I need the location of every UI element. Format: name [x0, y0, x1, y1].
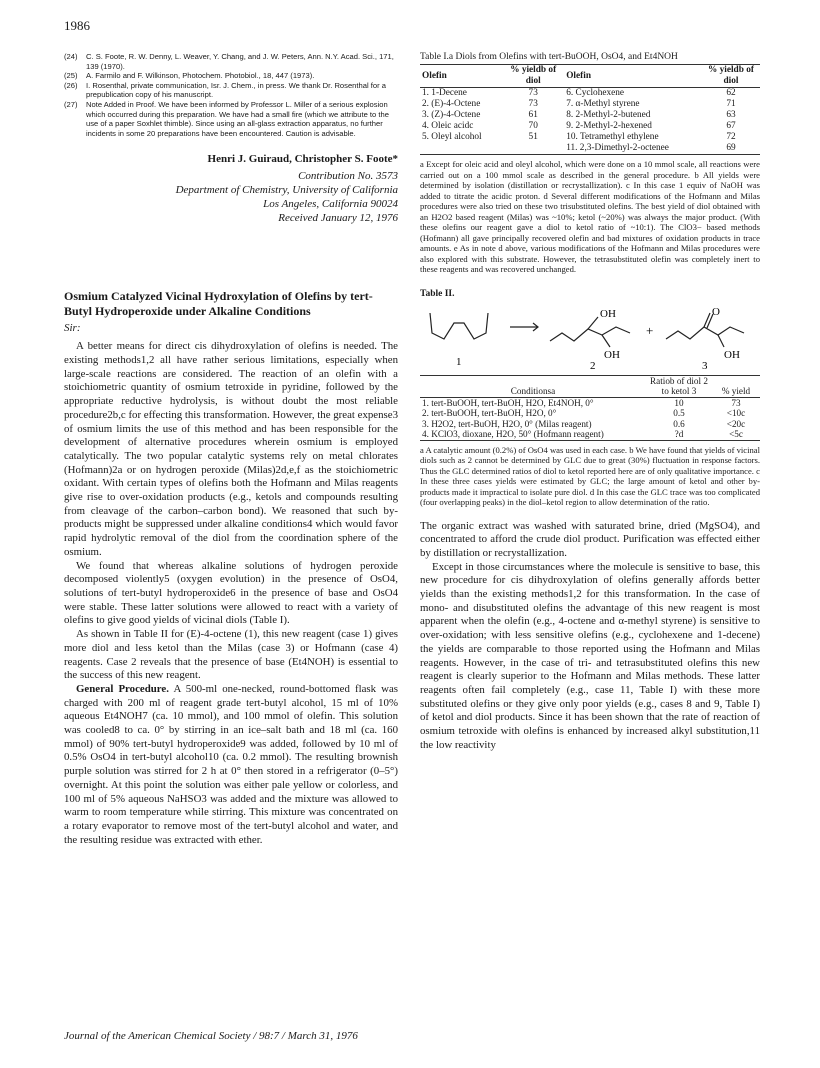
- reference-item: (24) C. S. Foote, R. W. Denny, L. Weaver, Y. Chang, and J. W. Peters, Ann. N.Y. Acad. Sci., 171, 139 (1970).: [64, 52, 394, 71]
- table-row: 1. tert-BuOOH, tert-BuOH, H2O, Et4NOH, 0° 10 73: [422, 397, 741, 408]
- compound-label: 2: [590, 359, 596, 371]
- table-row: 1. 1-Decene 73 6. Cyclohexene 62: [422, 88, 736, 98]
- table-header: Conditionsa: [510, 386, 556, 396]
- reaction-scheme-drawing: [420, 303, 760, 371]
- table1-footnote: a Except for oleic acid and oleyl alcohol, which were done on a 10 mmol scale, all reactions were carried out on a 100 mmol scale as described in the general procedure. b All yields were determined by isolation (distillation or recrystallization). c In this case 1 equiv of NaOH was added to titrate the acidic proton. d Several different modifications of the Hofmann and Milas procedures were also tried on these two trisubstituted olefins. The best yield of diol obtained with an H2O2 based reagent (Milas) was ~10%; ketol (~20%) was always the major product. (With these olefins our reagent gave a diol to ketol ratio of ~10:1). The ClO3− based methods (Hofmann) all gave principally recovered olefin and bad mixtures of oxidation products in trace amounts. e As in note d above, various modifications of the Hofmann and Milas procedures were also explored with this substrate. However, the tetrasubstituted olefin was completely inert to these reagents and was recovered unchanged.: [420, 159, 760, 274]
- run-in-heading: General Procedure.: [76, 682, 169, 695]
- table-header: Ratiob of diol 2 to ketol 3: [650, 375, 708, 396]
- paragraph: Except in those circumstances where the molecule is sensitive to base, this new procedure for cis dihydroxylation of olefins generally affords better yields than the existing methods1,2 for this transformation. In the case of mono- and disubstituted olefins the advantage of this new reagent is most apparent when the olefin (e.g., 4-octene and α-methyl styrene) is sensitive to over-oxidation; with less sensitive olefins (e.g., cyclohexene and 1-decene) the yields are comparable to those reported using the Hofmann and Milas reagents. However, in the case of tri- and tetrasubstituted olefins this new reagent is clearly superior to the Hofmann and Milas methods. These latter reagents often fail completely (e.g., case 11, Table I) with these more substituted olefins or they give only poor yields (e.g., cases 8 and 9, Table I) of ketol and diol products. Since it has been shown that the rate of reaction of osmium tetroxide with olefins is enhanced by increased alkyl substitution,11 the low reactivity: [420, 560, 760, 751]
- ketone-o-label: O: [712, 305, 720, 318]
- table2-title: Table II.: [420, 288, 455, 299]
- oh-label: OH: [600, 307, 616, 320]
- reference-item: (25) A. Farmilo and F. Wilkinson, Photochem. Photobiol., 18, 447 (1973).: [64, 71, 315, 81]
- right-body-text: [420, 520, 760, 753]
- paragraph: The organic extract was washed with saturated brine, dried (MgSO4), and concentrated to afford the crude diol product. Purification was effected either by distillation or recrystallization.: [420, 519, 760, 559]
- page-number: 1986: [64, 18, 90, 33]
- paragraph: General Procedure. A 500-ml one-necked, round-bottomed flask was charged with 200 ml of reagent grade tert-butyl alcohol, 15 ml of 10% aqueous Et4NOH7 (ca. 10 mmol), and 100 mmol of olefin. This solution was cooled8 to ca. 0° by stirring in an ice–salt bath and 18 ml (ca. 160 mmol) of 90% tert-butyl hydroperoxide9 was added, followed by 10 ml of 0.5% OsO4 in tert-butyl alcohol10 (ca. 0.2 mmol). The resulting brownish purple solution was stirred for 2 h at 0° then stored in a refrigerator (0–5°) overnight. At this point the solution was either pale yellow or colorless, and 100 ml of 5% aqueous NaHSO3 was added and the mixture was allowed to warm to room temperature while stirring. This mixture was concentrated on a rotary evaporator to remove most of the tert-butyl alcohol and water, and the resulting residue was extracted with ether.: [64, 682, 399, 846]
- reaction-scheme: [420, 303, 760, 371]
- table-row: 5. Oleyl alcohol 51 10. Tetramethyl ethylene 72: [422, 132, 736, 142]
- compound-label: 1: [456, 355, 462, 368]
- paragraph: A better means for direct cis dihydroxylation of olefins is needed. The existing methods1,2 all have rather serious limitations, especially when large-scale reactions are considered. The reaction of an olefin with a stoichiometric quantity of osmium tetroxide in pyridine, followed by the appropriate reductive hydrolysis, is without doubt the most reliable procedure2b,c for effecting this transformation. However, the great expense3 of osmium limits the use of this method and has been responsible for the development of alternative procedures wherein osmium is employed catalytically. The two popular catalytic systems rely on metal chlorates (Hofmann)2a or on hydrogen peroxide (Milas)2d,e,f as the stoichiometric oxidant. With certain types of olefins both the Hofmann and Milas reagents give rise to over-oxidation products (e.g., ketols and compounds resulting from cleavage of the carbon–carbon bond). We reasoned that such by-products might be suppressed under alkaline conditions4 which would favor rapid hydrolytic removal of the diol from the coordination sphere of the osmium.: [64, 340, 398, 558]
- salutation: Sir:: [64, 322, 81, 335]
- table-row: 4. Oleic acidc 70 9. 2-Methyl-2-hexened 67: [422, 121, 736, 131]
- author-names: Henri J. Guiraud, Christopher S. Foote*: [207, 153, 398, 166]
- department: Department of Chemistry, University of California: [175, 184, 398, 197]
- table-row: 3. H2O2, tert-BuOH, H2O, 0° (Milas reagent) 0.6 <20c: [422, 418, 746, 429]
- right-column: [420, 52, 760, 752]
- table1-title: Table I.a Diols from Olefins with tert-BuOOH, OsO4, and Et4NOH: [420, 52, 678, 62]
- table-header: Olefin: [422, 70, 447, 81]
- table2-footnote: a A catalytic amount (0.2%) of OsO4 was used in each case. b We have found that yields of vicinal diols such as 2 cannot be determined by GLC due to great (30%) fluctuation in response factors. Thus the GLC determined ratios of diol to ketol reported here are of only qualitative importance. c In these three cases yields were estimated by GLC; the large amount of ketol and other by-products made it impractical to isolate pure diol. d In this case the GLC trace was too complicated (four overlapping peaks) in the diol–ketol region to allow determination of the ratio.: [420, 444, 760, 507]
- received-date: Received January 12, 1976: [278, 212, 398, 225]
- reference-list: [64, 52, 398, 138]
- article-title: Osmium Catalyzed Vicinal Hydroxylation of Olefins by tert-Butyl Hydroperoxide under Alkaline Conditions: [64, 289, 373, 318]
- reference-item: (26) I. Rosenthal, private communication, Isr. J. Chem., in press. We thank Dr. Rosenthal for a prepublication copy of his manuscript.: [64, 80, 386, 100]
- journal-footer: Journal of the American Chemical Society / 98:7 / March 31, 1976: [64, 1030, 358, 1042]
- oh-label: OH: [724, 348, 740, 361]
- table2: [420, 375, 760, 441]
- left-body-text: [64, 340, 398, 847]
- compound-label: 3: [702, 359, 708, 371]
- table-header: % yieldb of diol: [708, 65, 754, 86]
- table-header: % yield: [721, 386, 751, 396]
- reference-item: (27) Note Added in Proof. We have been informed by Professor L. Miller of a serious explosion which occurred during this preparation. We have had a small fire (which we attribute to the use of a paper Soxhlet thimble). Since using an all-glass extraction apparatus, no further incidents in some 20 preparations have been encountered. Caution is advisable.: [64, 99, 389, 138]
- paragraph: We found that whereas alkaline solutions of hydrogen peroxide decomposed violently5 (oxygen evolution) in the presence of OsO4, solutions of tert-butyl hydroperoxide6 in the presence of base and OsO4 were stable. These latter solutions were allowed to react with a variety of olefins to give good yields of vicinal diols (Table I).: [64, 559, 398, 627]
- author-block: [64, 152, 398, 225]
- table-row: 11. 2,3-Dimethyl-2-octenee 69: [566, 143, 736, 153]
- table-row: 2. tert-BuOOH, tert-BuOH, H2O, 0° 0.5 <10c: [422, 408, 746, 418]
- table-row: 2. (E)-4-Octene 73 7. α-Methyl styrene 71: [422, 99, 736, 109]
- location: Los Angeles, California 90024: [263, 198, 398, 211]
- left-column: [64, 52, 398, 847]
- table-header: Olefin: [566, 70, 591, 81]
- table1: [420, 64, 760, 155]
- table-header: % yieldb of diol: [510, 65, 557, 86]
- paragraph: As shown in Table II for (E)-4-octene (1), this new reagent (case 1) gives more diol and less ketol than the Milas (case 3) or Hofmann (case 4) reagents. Case 2 reveals that the presence of base (Et4NOH) is essential to the success of this new reagent.: [64, 628, 398, 682]
- contribution-number: Contribution No. 3573: [298, 170, 398, 183]
- plus-sign: +: [646, 322, 654, 338]
- oh-label: OH: [604, 348, 620, 361]
- table-row: 3. (Z)-4-Octene 61 8. 2-Methyl-2-butened 63: [422, 110, 736, 120]
- table-row: 4. KClO3, dioxane, H2O, 50° (Hofmann reagent) ?d <5c: [422, 429, 743, 439]
